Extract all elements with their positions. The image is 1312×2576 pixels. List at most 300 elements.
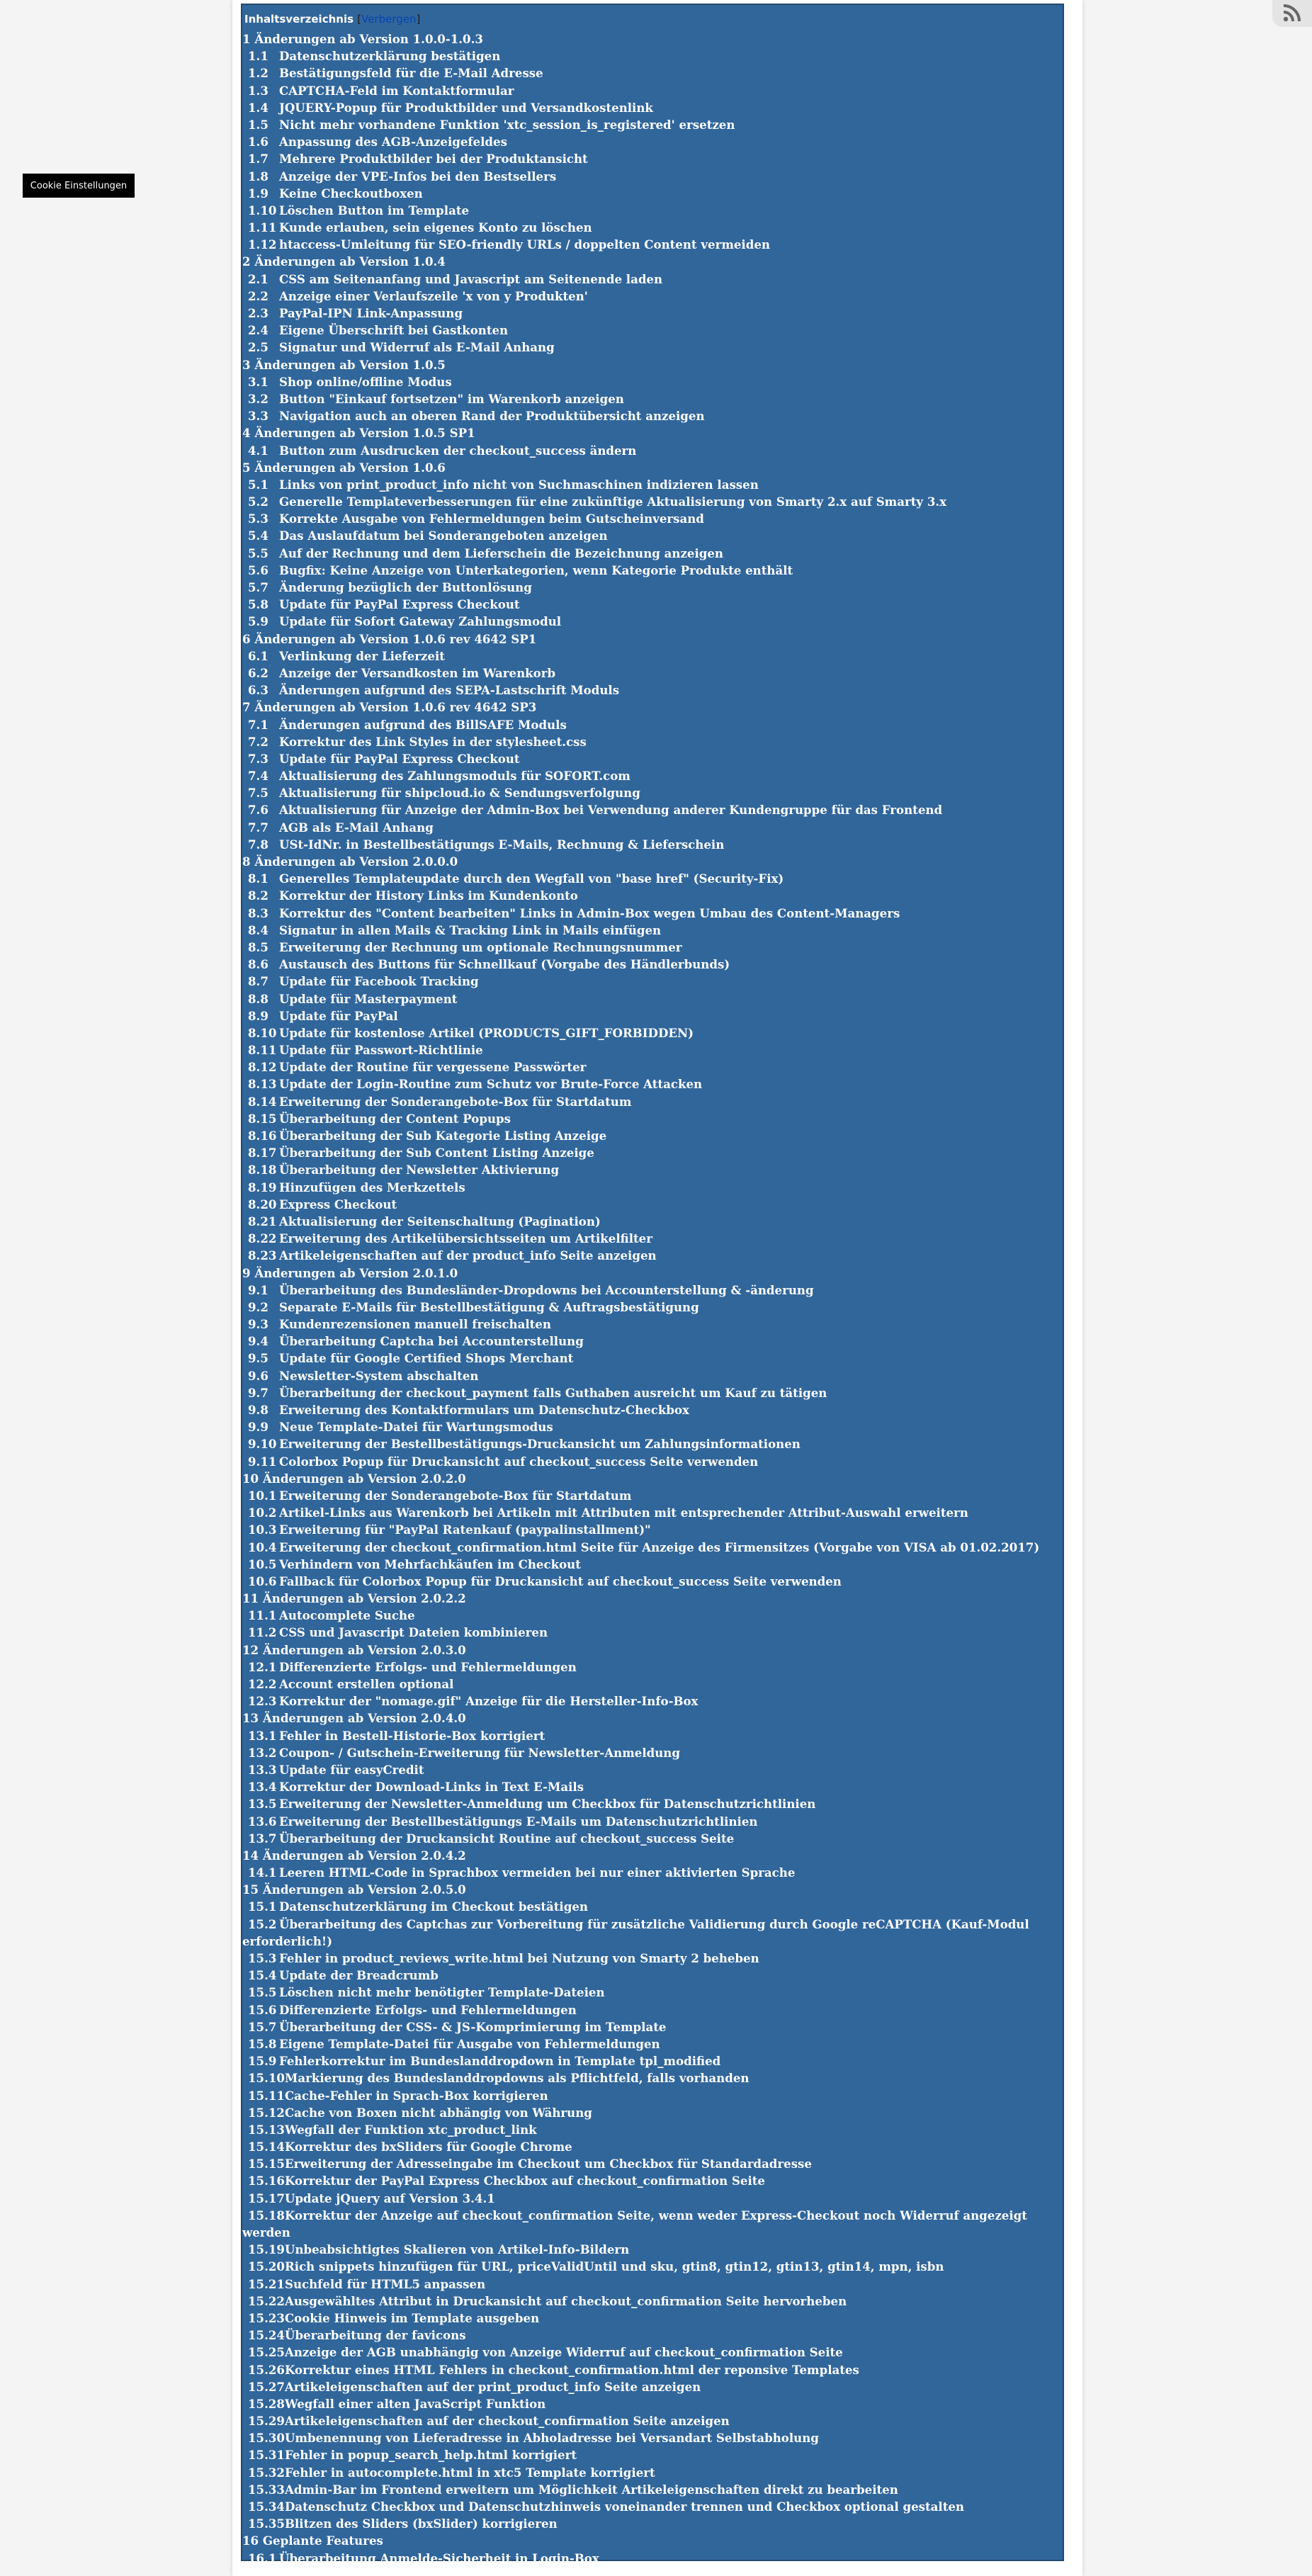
toc-item-title[interactable]: Fehler in popup_search_help.html korrigiert	[284, 2448, 577, 2463]
toc-item[interactable]	[242, 1333, 1063, 1350]
toc-item-title[interactable]: Nicht mehr vorhandene Funktion 'xtc_session_is_registered' ersetzen	[279, 117, 735, 132]
toc-section-title[interactable]: Geplante Features	[262, 2533, 383, 2548]
toc-item[interactable]	[242, 1521, 1063, 1538]
toc-item[interactable]	[242, 1813, 1063, 1830]
toc-section[interactable]	[242, 2532, 1063, 2549]
toc-item-title[interactable]: Kundenrezensionen manuell freischalten	[279, 1317, 551, 1332]
toc-item[interactable]	[242, 1676, 1063, 1693]
toc-item-title[interactable]: Links von print_product_info nicht von Suchmaschinen indizieren lassen	[279, 477, 759, 492]
toc-item[interactable]	[242, 1093, 1063, 1110]
toc-item[interactable]	[242, 716, 1063, 733]
toc-item[interactable]	[242, 1418, 1063, 1435]
toc-item[interactable]	[242, 1761, 1063, 1778]
toc-item-title[interactable]: AGB als E-Mail Anhang	[279, 820, 434, 835]
toc-item-title[interactable]: Colorbox Popup für Druckansicht auf checkout_success Seite verwenden	[279, 1454, 759, 1469]
toc-item-title[interactable]: Suchfeld für HTML5 anpassen	[284, 2276, 486, 2291]
toc-section-title[interactable]: Änderungen ab Version 2.0.4.0	[262, 1711, 466, 1726]
toc-item[interactable]	[242, 579, 1063, 596]
toc-item-title[interactable]: Newsletter-System abschalten	[279, 1368, 479, 1383]
toc-section-title[interactable]: Änderungen ab Version 1.0.5 SP1	[254, 426, 475, 441]
toc-item[interactable]	[242, 2001, 1063, 2018]
toc-toggle-link[interactable]: Verbergen	[361, 13, 417, 26]
toc-item-title[interactable]: Navigation auch an oberen Rand der Produktübersicht anzeigen	[279, 409, 705, 424]
toc-item[interactable]	[242, 2052, 1063, 2069]
toc-item[interactable]	[242, 2464, 1063, 2481]
toc-item-title[interactable]: JQUERY-Popup für Produktbilder und Versandkostenlink	[279, 100, 653, 115]
toc-item-title[interactable]: Überarbeitung der Sub Kategorie Listing Anzeige	[279, 1129, 607, 1143]
toc-item[interactable]	[242, 767, 1063, 784]
toc-item[interactable]	[242, 1401, 1063, 1418]
toc-item[interactable]	[242, 870, 1063, 887]
toc-item[interactable]	[242, 1007, 1063, 1024]
toc-item-title[interactable]: CAPTCHA-Feld im Kontaktformular	[279, 83, 514, 98]
toc-item-title[interactable]: Erweiterung der Newsletter-Anmeldung um Checkbox für Datenschutzrichtlinien	[279, 1797, 816, 1812]
toc-item-title[interactable]: Update für easyCredit	[279, 1762, 424, 1777]
toc-item-title[interactable]: Update für Masterpayment	[279, 991, 458, 1006]
toc-item-title[interactable]: Änderungen aufgrund des SEPA-Lastschrift Moduls	[279, 683, 620, 698]
toc-item[interactable]	[242, 1504, 1063, 1521]
toc-item[interactable]	[242, 476, 1063, 493]
toc-item[interactable]	[242, 2258, 1063, 2275]
toc-section[interactable]	[242, 1710, 1063, 1727]
toc-item[interactable]	[242, 990, 1063, 1007]
toc-item-title[interactable]: Fehler in autocomplete.html in xtc5 Template korrigiert	[284, 2465, 655, 2480]
toc-item-title[interactable]: Anzeige der Versandkosten im Warenkorb	[279, 665, 556, 680]
toc-item[interactable]	[242, 407, 1063, 424]
toc-item-title[interactable]: Update der Routine für vergessene Passwörter	[279, 1060, 587, 1075]
toc-item-title[interactable]: Markierung des Bundeslanddropdowns als Pflichtfeld, falls vorhanden	[284, 2071, 750, 2086]
toc-item[interactable]	[242, 939, 1063, 956]
toc-item[interactable]	[242, 1539, 1063, 1556]
toc-item-title[interactable]: Button zum Ausdrucken der checkout_success ändern	[279, 443, 637, 458]
toc-item-title[interactable]: Fehler in product_reviews_write.html bei Nutzung von Smarty 2 beheben	[279, 1951, 759, 1965]
toc-item-title[interactable]: USt-IdNr. in Bestellbestätigungs E-Mails, Rechnung & Lieferschein	[279, 837, 725, 852]
toc-item[interactable]	[242, 887, 1063, 904]
toc-item-title[interactable]: Datenschutz Checkbox und Datenschutzhinweis voneinander trennen und Checkbox optional gestalten	[284, 2499, 964, 2514]
toc-item-title[interactable]: Korrektur der Anzeige auf checkout_confirmation Seite, wenn weder Express-Checkout noch Widerruf angezeigt werden	[242, 2208, 1027, 2239]
toc-item-title[interactable]: Signatur und Widerruf als E-Mail Anhang	[279, 340, 555, 355]
toc-item[interactable]	[242, 2481, 1063, 2498]
toc-item[interactable]	[242, 665, 1063, 682]
toc-item-title[interactable]: Account erstellen optional	[279, 1677, 454, 1691]
toc-item-title[interactable]: Löschen nicht mehr benötigter Template-Dateien	[279, 1985, 605, 2000]
toc-item-title[interactable]: Generelle Templateverbesserungen für eine zukünftige Aktualisierung von Smarty 2.x auf Smarty 3.x	[279, 495, 947, 509]
toc-section-title[interactable]: Änderungen ab Version 2.0.3.0	[262, 1642, 466, 1657]
toc-item-title[interactable]: Express Checkout	[279, 1197, 397, 1211]
toc-item-title[interactable]: Erweiterung des Artikelübersichtsseiten um Artikelfilter	[279, 1231, 652, 1246]
toc-item-title[interactable]: Artikeleigenschaften auf der checkout_confirmation Seite anzeigen	[284, 2414, 730, 2429]
toc-item-title[interactable]: Anzeige der AGB unabhängig von Anzeige Widerruf auf checkout_confirmation Seite	[284, 2345, 843, 2360]
toc-item-title[interactable]: Austausch des Buttons für Schnellkauf (Vorgabe des Händlerbunds)	[279, 957, 730, 972]
toc-item-title[interactable]: Überarbeitung Captcha bei Accounterstellung	[279, 1334, 584, 1349]
toc-item[interactable]	[242, 1453, 1063, 1470]
toc-item-title[interactable]: Update für Google Certified Shops Merchant	[279, 1351, 574, 1366]
toc-section-title[interactable]: Änderungen ab Version 2.0.1.0	[254, 1265, 458, 1280]
toc-item[interactable]	[242, 2241, 1063, 2258]
toc-section-title[interactable]: Änderungen ab Version 2.0.2.0	[262, 1471, 466, 1486]
toc-item-title[interactable]: Generelles Templateupdate durch den Wegfall von "base href" (Security-Fix)	[279, 871, 784, 886]
toc-section[interactable]	[242, 1590, 1063, 1607]
toc-section[interactable]	[242, 1881, 1063, 1898]
toc-item-title[interactable]: Aktualisierung für shipcloud.io & Sendungsverfolgung	[279, 786, 640, 801]
toc-section-title[interactable]: Änderungen ab Version 2.0.5.0	[262, 1882, 466, 1897]
toc-item[interactable]	[242, 2378, 1063, 2395]
toc-item[interactable]	[242, 1778, 1063, 1795]
toc-item-title[interactable]: Erweiterung der Bestellbestätigungs E-Mails um Datenschutzrichtlinien	[279, 1814, 758, 1829]
toc-item-title[interactable]: Fallback für Colorbox Popup für Druckansicht auf checkout_success Seite verwenden	[279, 1574, 842, 1588]
toc-item[interactable]	[242, 922, 1063, 939]
toc-item[interactable]	[242, 1384, 1063, 1401]
toc-item-title[interactable]: Wegfall einer alten JavaScript Funktion	[284, 2396, 546, 2411]
toc-item[interactable]	[242, 47, 1063, 64]
toc-item[interactable]	[242, 1230, 1063, 1247]
toc-item[interactable]	[242, 373, 1063, 390]
toc-item-title[interactable]: Bugfix: Keine Anzeige von Unterkategorien, wenn Kategorie Produkte enthält	[279, 563, 793, 577]
toc-item-title[interactable]: Update für Facebook Tracking	[279, 974, 479, 989]
toc-item[interactable]	[242, 1196, 1063, 1213]
toc-item-title[interactable]: Erweiterung der Rechnung um optionale Rechnungsnummer	[279, 939, 682, 954]
toc-item[interactable]	[242, 1744, 1063, 1761]
toc-item-title[interactable]: Überarbeitung des Captchas zur Vorbereitung für zusätzliche Validierung durch Google reCAPTCHA (Kauf-Modul	[279, 1916, 1029, 1931]
toc-item[interactable]	[242, 1435, 1063, 1452]
toc-item-title[interactable]: Erweiterung der checkout_confirmation.html Seite für Anzeige des Firmensitzes (Vorgabe von VISA ab 01.02.2017)	[279, 1540, 1040, 1554]
toc-item[interactable]	[242, 2446, 1063, 2463]
toc-item[interactable]	[242, 2293, 1063, 2310]
toc-item-title[interactable]: Cache-Fehler in Sprach-Box korrigieren	[284, 2088, 548, 2103]
toc-section-title[interactable]: Änderungen ab Version 1.0.0-1.0.3	[254, 32, 483, 46]
toc-item-title[interactable]: Datenschutzerklärung im Checkout bestätigen	[279, 1899, 588, 1914]
toc-item-title[interactable]: Mehrere Produktbilder bei der Produktansicht	[279, 152, 588, 166]
toc-item[interactable]	[242, 2207, 1063, 2241]
toc-item-title[interactable]: Anpassung des AGB-Anzeigefeldes	[279, 135, 507, 149]
toc-item-title[interactable]: Korrektur der History Links im Kundenkonto	[279, 888, 578, 903]
toc-section[interactable]	[242, 1847, 1063, 1864]
toc-section[interactable]	[242, 1642, 1063, 1659]
toc-item-title[interactable]: Coupon- / Gutschein-Erweiterung für Newsletter-Anmeldung	[279, 1745, 680, 1760]
toc-item-title[interactable]: Leeren HTML-Code in Sprachbox vermeiden bei nur einer aktivierten Sprache	[279, 1865, 796, 1880]
toc-item[interactable]	[242, 510, 1063, 527]
toc-item[interactable]	[242, 1864, 1063, 1881]
toc-item-title[interactable]: Überarbeitung Anmelde-Sicherheit in Login-Box	[279, 2550, 599, 2565]
toc-item[interactable]	[242, 2276, 1063, 2293]
cookie-settings-button[interactable]: Cookie Einstellungen	[23, 174, 135, 198]
toc-item-title[interactable]: Anzeige der VPE-Infos bei den Bestsellers	[279, 169, 557, 183]
toc-item[interactable]	[242, 1367, 1063, 1384]
toc-item-title[interactable]: Aktualisierung für Anzeige der Admin-Box bei Verwendung anderer Kundengruppe für das Frontend	[279, 803, 943, 818]
toc-item-title[interactable]: Änderungen aufgrund des BillSAFE Moduls	[279, 717, 567, 732]
toc-item-title[interactable]: Aktualisierung des Zahlungsmoduls für SOFORT.com	[279, 769, 630, 784]
toc-item[interactable]	[242, 442, 1063, 459]
toc-item-title[interactable]: Update für PayPal Express Checkout	[279, 751, 520, 766]
toc-item-title[interactable]: Korrektur des "Content bearbeiten" Links in Admin-Box wegen Umbau des Content-Managers	[279, 905, 900, 920]
toc-item-title[interactable]: Löschen Button im Template	[279, 203, 470, 218]
toc-item[interactable]	[242, 836, 1063, 853]
toc-item-title[interactable]: Eigene Überschrift bei Gastkonten	[279, 323, 509, 338]
toc-item[interactable]	[242, 202, 1063, 219]
toc-item[interactable]	[242, 1950, 1063, 1967]
toc-section-title[interactable]: Änderungen ab Version 1.0.6	[254, 460, 446, 475]
toc-item[interactable]	[242, 168, 1063, 185]
toc-item[interactable]	[242, 2412, 1063, 2429]
toc-item-title[interactable]: Überarbeitung des Bundesländer-Dropdowns bei Accounterstellung & -änderung	[279, 1282, 814, 1297]
toc-item-title[interactable]: htaccess-Umleitung für SEO-friendly URLs / doppelten Content vermeiden	[279, 237, 770, 252]
toc-item[interactable]	[242, 1607, 1063, 1624]
toc-item[interactable]	[242, 1573, 1063, 1590]
toc-section[interactable]	[242, 699, 1063, 716]
toc-item-title[interactable]: Überarbeitung der Content Popups	[279, 1111, 511, 1126]
toc-item-title[interactable]: Differenzierte Erfolgs- und Fehlermeldungen	[279, 2002, 577, 2017]
toc-section-title[interactable]: Änderungen ab Version 1.0.6 rev 4642 SP3	[254, 700, 537, 715]
toc-item[interactable]	[242, 2104, 1063, 2121]
toc-section-title[interactable]: Änderungen ab Version 2.0.0.0	[254, 854, 458, 869]
toc-item[interactable]	[242, 185, 1063, 202]
toc-item[interactable]	[242, 973, 1063, 990]
toc-item[interactable]	[242, 527, 1063, 544]
toc-section[interactable]	[242, 253, 1063, 270]
toc-item-title[interactable]: Rich snippets hinzufügen für URL, priceValidUntil und sku, gtin8, gtin12, gtin13, gtin14, mpn, isbn	[284, 2259, 944, 2274]
toc-item-number: 1.12	[248, 237, 277, 252]
toc-item-title[interactable]: Wegfall der Funktion xtc_product_link	[284, 2122, 537, 2137]
toc-item-title[interactable]: Verhindern von Mehrfachkäufen im Checkout	[279, 1557, 581, 1571]
toc-item[interactable]	[242, 2018, 1063, 2035]
toc-section-number: 5	[242, 460, 251, 475]
toc-item[interactable]	[242, 1282, 1063, 1299]
toc-item-title[interactable]: Erweiterung der Sonderangebote-Box für Startdatum	[279, 1094, 632, 1109]
toc-section[interactable]	[242, 459, 1063, 476]
toc-item-title[interactable]: Korrektur des Link Styles in der stylesheet.css	[279, 734, 587, 749]
toc-item[interactable]	[242, 1898, 1063, 1915]
toc-item-title[interactable]: Separate E-Mails für Bestellbestätigung & Auftragsbestätigung	[279, 1299, 699, 1314]
toc-item[interactable]	[242, 801, 1063, 818]
toc-item[interactable]	[242, 1316, 1063, 1333]
toc-item[interactable]	[242, 82, 1063, 99]
toc-item-title[interactable]: Überarbeitung der Druckansicht Routine auf checkout_success Seite	[279, 1831, 735, 1846]
toc-item-title[interactable]: CSS am Seitenanfang und Javascript am Seitenende laden	[279, 271, 663, 286]
toc-item[interactable]	[242, 116, 1063, 133]
toc-item[interactable]	[242, 305, 1063, 322]
toc-item-title[interactable]: Cache von Boxen nicht abhängig von Währung	[284, 2105, 592, 2120]
toc-item[interactable]	[242, 322, 1063, 339]
toc-item[interactable]	[242, 1916, 1063, 1933]
toc-item-title[interactable]: Hinzufügen des Merkzettels	[279, 1180, 465, 1194]
toc-item-title[interactable]: Überarbeitung der CSS- & JS-Komprimierung im Template	[279, 2019, 667, 2034]
toc-item[interactable]	[242, 1556, 1063, 1573]
toc-item-title[interactable]: Überarbeitung der Sub Content Listing Anzeige	[279, 1146, 594, 1160]
toc-item-title[interactable]: Kunde erlauben, sein eigenes Konto zu löschen	[279, 220, 592, 235]
toc-item[interactable]	[242, 1144, 1063, 1161]
toc-item-title[interactable]: Signatur in allen Mails & Tracking Link in Mails einfügen	[279, 922, 662, 937]
toc-item[interactable]	[242, 1247, 1063, 1264]
toc-section[interactable]	[242, 30, 1063, 47]
toc-item-title[interactable]: Artikeleigenschaften auf der product_info Seite anzeigen	[279, 1248, 657, 1263]
toc-item-title[interactable]: Überarbeitung der checkout_payment falls Guthaben ausreicht um Kauf zu tätigen	[279, 1385, 827, 1400]
toc-item-title[interactable]: Update für kostenlose Artikel (PRODUCTS_GIFT_FORBIDDEN)	[279, 1025, 694, 1040]
toc-section[interactable]	[242, 424, 1063, 441]
toc-item[interactable]	[242, 784, 1063, 801]
toc-item[interactable]	[242, 1487, 1063, 1504]
toc-item-title[interactable]: Update jQuery auf Version 3.4.1	[284, 2191, 495, 2205]
toc-item[interactable]	[242, 288, 1063, 305]
toc-item[interactable]	[242, 390, 1063, 407]
toc-item-title[interactable]: Keine Checkoutboxen	[279, 186, 423, 200]
toc-item-title[interactable]: Erweiterung der Bestellbestätigungs-Druckansicht um Zahlungsinformationen	[279, 1437, 801, 1452]
toc-item[interactable]	[242, 2327, 1063, 2344]
toc-item[interactable]	[242, 1110, 1063, 1127]
toc-item-title[interactable]: Aktualisierung der Seitenschaltung (Pagination)	[279, 1214, 601, 1228]
toc-item[interactable]	[242, 150, 1063, 167]
toc-item[interactable]	[242, 648, 1063, 665]
toc-item-title[interactable]: Erweiterung der Sonderangebote-Box für Startdatum	[279, 1488, 632, 1503]
toc-section[interactable]	[242, 1470, 1063, 1487]
toc-item[interactable]	[242, 2155, 1063, 2172]
toc-item[interactable]	[242, 1984, 1063, 2001]
toc-item-title[interactable]: Blitzen des Sliders (bxSlider) korrigieren	[284, 2516, 558, 2531]
toc-item[interactable]	[242, 2395, 1063, 2412]
toc-item-title[interactable]: CSS und Javascript Dateien kombinieren	[279, 1625, 548, 1640]
toc-section-title[interactable]: Änderungen ab Version 1.0.4	[254, 254, 446, 269]
toc-item[interactable]	[242, 1659, 1063, 1676]
toc-item[interactable]	[242, 819, 1063, 836]
toc-item[interactable]	[242, 2361, 1063, 2378]
toc-item[interactable]	[242, 2190, 1063, 2207]
toc-item[interactable]	[242, 1727, 1063, 1744]
toc-item-title[interactable]: Anzeige einer Verlaufszeile 'x von y Produkten'	[279, 288, 588, 303]
toc-item[interactable]	[242, 2344, 1063, 2361]
toc-item-title[interactable]: Update für PayPal Express Checkout	[279, 597, 520, 612]
toc-item[interactable]	[242, 1075, 1063, 1092]
toc-item-title[interactable]: Korrektur der Download-Links in Text E-Mails	[279, 1780, 584, 1795]
toc-item-title[interactable]: Erweiterung für "PayPal Ratenkauf (paypalinstallment)"	[279, 1523, 651, 1537]
toc-item-title[interactable]: Shop online/offline Modus	[279, 374, 452, 389]
toc-item-title[interactable]: Admin-Bar im Frontend erweitern um Möglichkeit Artikeleigenschaften direkt zu bearbeiten	[284, 2482, 898, 2497]
toc-item-title[interactable]: Datenschutzerklärung bestätigen	[279, 49, 501, 64]
toc-item-title[interactable]: Erweiterung der Adresseingabe im Checkout um Checkbox für Standardadresse	[284, 2157, 812, 2171]
toc-item-title[interactable]: Update für Passwort-Richtlinie	[279, 1043, 483, 1058]
toc-section[interactable]	[242, 631, 1063, 648]
toc-item[interactable]	[242, 750, 1063, 767]
toc-item[interactable]	[242, 2121, 1063, 2138]
toc-item[interactable]	[242, 1967, 1063, 1984]
toc-item-title[interactable]: Neue Template-Datei für Wartungsmodus	[279, 1420, 553, 1435]
toc-item[interactable]	[242, 493, 1063, 510]
toc-item-title[interactable]: Korrektur des bxSliders für Google Chrome	[284, 2140, 572, 2154]
toc-item-title[interactable]: Update der Login-Routine zum Schutz vor Brute-Force Attacken	[279, 1077, 703, 1092]
toc-item[interactable]	[242, 905, 1063, 922]
toc-item[interactable]	[242, 1624, 1063, 1641]
toc-item[interactable]	[242, 956, 1063, 973]
toc-item[interactable]	[242, 1299, 1063, 1316]
toc-item[interactable]	[242, 2310, 1063, 2327]
toc-item-title[interactable]: Update für Sofort Gateway Zahlungsmodul	[279, 614, 562, 629]
toc-item[interactable]	[242, 2429, 1063, 2446]
toc-item-title[interactable]: Update für PayPal	[279, 1008, 398, 1023]
toc-item-title[interactable]: Das Auslaufdatum bei Sonderangeboten anzeigen	[279, 529, 608, 543]
toc-item-title[interactable]: Artikel-Links aus Warenkorb bei Artikeln mit Attributen mit entsprechender Attribut-Auswahl erweitern	[279, 1506, 968, 1520]
toc-item[interactable]	[242, 1693, 1063, 1710]
toc-item-title[interactable]: Artikeleigenschaften auf der print_product_info Seite anzeigen	[284, 2379, 701, 2394]
toc-item-title[interactable]: Korrekte Ausgabe von Fehlermeldungen beim Gutscheinversand	[279, 512, 704, 526]
toc-item[interactable]	[242, 1058, 1063, 1075]
toc-section[interactable]	[242, 356, 1063, 373]
toc-item-continuation[interactable]	[242, 1933, 1063, 1950]
toc-item[interactable]	[242, 596, 1063, 613]
toc-section-title[interactable]: Änderungen ab Version 1.0.6 rev 4642 SP1	[254, 631, 537, 646]
toc-item[interactable]	[242, 1213, 1063, 1230]
toc-item[interactable]	[242, 1350, 1063, 1367]
toc-section-title[interactable]: Änderungen ab Version 2.0.4.2	[262, 1848, 466, 1863]
toc-item[interactable]	[242, 2087, 1063, 2104]
toc-item[interactable]	[242, 1041, 1063, 1058]
toc-item[interactable]	[242, 733, 1063, 750]
toc-item-title[interactable]: Fehlerkorrektur im Bundeslanddropdown in Template tpl_modified	[279, 2054, 721, 2069]
toc-item[interactable]	[242, 99, 1063, 116]
toc-item-title[interactable]: Erweiterung des Kontaktformulars um Datenschutz-Checkbox	[279, 1403, 689, 1417]
toc-item[interactable]	[242, 2035, 1063, 2052]
toc-item[interactable]	[242, 562, 1063, 579]
toc-item-title[interactable]: Umbenennung von Lieferadresse in Abholadresse bei Versandart Selbstabholung	[284, 2431, 819, 2446]
toc-section[interactable]	[242, 853, 1063, 870]
toc-section[interactable]	[242, 1265, 1063, 1282]
toc-item-title[interactable]: Update der Breadcrumb	[279, 1968, 439, 1983]
toc-item-title[interactable]: Autocomplete Suche	[279, 1608, 415, 1623]
toc-item[interactable]	[242, 613, 1063, 630]
toc-item-title[interactable]: Unbeabsichtigtes Skalieren von Artikel-Info-Bildern	[284, 2242, 630, 2257]
toc-item-title[interactable]: Korrektur der PayPal Express Checkbox auf checkout_confirmation Seite	[284, 2174, 765, 2188]
toc-item-number: 15.6	[248, 2002, 277, 2017]
toc-item[interactable]	[242, 339, 1063, 356]
toc-item-title[interactable]: PayPal-IPN Link-Anpassung	[279, 306, 463, 320]
toc-item[interactable]	[242, 2550, 1063, 2567]
toc-item[interactable]	[242, 133, 1063, 150]
toc-item-title[interactable]: Eigene Template-Datei für Ausgabe von Fehlermeldungen	[279, 2036, 660, 2051]
toc-item-title[interactable]: Änderung bezüglich der Buttonlösung	[279, 580, 532, 594]
toc-item-title[interactable]: Überarbeitung der Newsletter Aktivierung	[279, 1163, 560, 1177]
toc-item-title-continued[interactable]: erforderlich!)	[242, 1933, 333, 1948]
toc-item-title[interactable]: Korrektur eines HTML Fehlers in checkout_confirmation.html der reponsive Templates	[284, 2362, 859, 2377]
toc-item-title[interactable]: Auf der Rechnung und dem Lieferschein die Bezeichnung anzeigen	[279, 546, 723, 560]
toc-item[interactable]	[242, 2515, 1063, 2532]
toc-item[interactable]	[242, 2498, 1063, 2515]
toc-item[interactable]	[242, 219, 1063, 236]
toc-item-title[interactable]: Ausgewähltes Attribut in Druckansicht auf checkout_confirmation Seite hervorheben	[284, 2293, 847, 2308]
toc-item[interactable]	[242, 1179, 1063, 1196]
toc-item-title[interactable]: Differenzierte Erfolgs- und Fehlermeldungen	[279, 1659, 577, 1674]
toc-item-title[interactable]: Button "Einkauf fortsetzen" im Warenkorb anzeigen	[279, 391, 624, 406]
toc-item-title[interactable]: Verlinkung der Lieferzeit	[279, 648, 445, 663]
toc-item[interactable]	[242, 1830, 1063, 1847]
toc-item[interactable]	[242, 2172, 1063, 2189]
toc-item[interactable]	[242, 236, 1063, 253]
rss-feed-button[interactable]	[1272, 0, 1312, 27]
toc-item-title[interactable]: Cookie Hinweis im Template ausgeben	[284, 2310, 540, 2325]
toc-item[interactable]	[242, 1127, 1063, 1144]
toc-section-title[interactable]: Änderungen ab Version 2.0.2.2	[262, 1591, 466, 1606]
toc-item[interactable]	[242, 545, 1063, 562]
toc-item[interactable]	[242, 682, 1063, 699]
toc-item[interactable]	[242, 1161, 1063, 1178]
toc-item[interactable]	[242, 271, 1063, 288]
toc-section-title[interactable]: Änderungen ab Version 1.0.5	[254, 357, 446, 372]
toc-item[interactable]	[242, 2138, 1063, 2155]
toc-item-title[interactable]: Fehler in Bestell-Historie-Box korrigiert	[279, 1728, 545, 1743]
toc-item[interactable]	[242, 1024, 1063, 1041]
toc-item[interactable]	[242, 64, 1063, 81]
toc-item-title[interactable]: Korrektur der "nomage.gif" Anzeige für die Hersteller-Info-Box	[279, 1694, 699, 1709]
toc-item-title[interactable]: Überarbeitung der favicons	[284, 2328, 466, 2343]
toc-item[interactable]	[242, 1795, 1063, 1812]
toc-item[interactable]	[242, 2069, 1063, 2086]
toc-item-title[interactable]: Bestätigungsfeld für die E-Mail Adresse	[279, 66, 543, 81]
